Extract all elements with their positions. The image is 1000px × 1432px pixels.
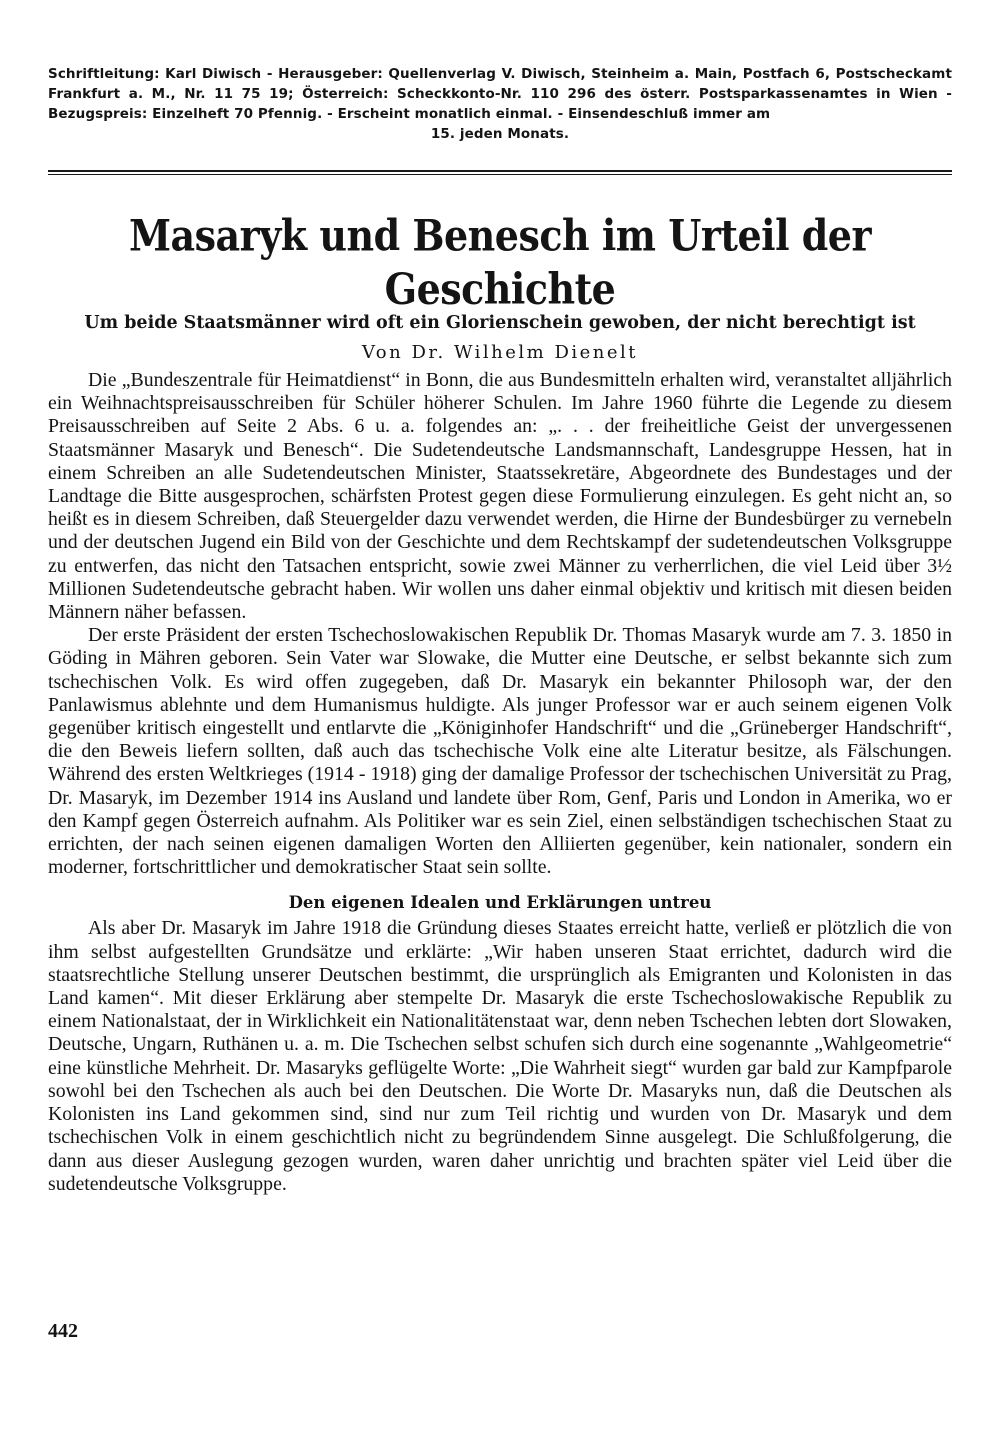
section-heading: Den eigenen Idealen und Erklärungen untreu — [288, 893, 712, 913]
header-divider — [48, 170, 952, 175]
paragraph: Die „Bundeszentrale für Heimatdienst“ in Bonn, die aus Bundesmitteln erhalten wird, veranstaltet alljährlich ein Weihnachtspreisausschreiben für Schüler höherer Schulen. Im Jahre 1960 führte die Legende zu diesem Preisausschreiben auf Seite 2 Abs. 6 u. a. folgendes an: „. . . der freiheitliche Geist der unvergessenen Staatsmänner Masaryk und Benesch“. Die Sudetendeutsche Landsmannschaft, Landesgruppe Hessen, hat in einem Schreiben an alle Sudetendeutschen Minister, Staatssekretäre, Abgeordnete des Bundestages und der Landtage die Bitte ausgesprochen, schärfsten Protest gegen diese Formulierung einzulegen. Es geht nicht an, so heißt es in diesem Schreiben, daß Steuergelder dazu verwendet werden, die Hirne der Bundesbürger zu vernebeln und der deutschen Jugend ein Bild von der Geschichte und dem Rechtskampf der sudetendeutschen Volksgruppe zu entwerfen, das nicht den Tatsachen entspricht, sowie zwei Männer zu verherrlichen, die viel Leid über 3½ Millionen Sudetendeutsche gebracht haben. Wir wollen uns daher einmal objektiv und kritisch mit diesen beiden Männern näher befassen. — [48, 369, 952, 624]
article-author: Von Dr. Wilhelm Dienelt — [361, 342, 639, 363]
page — [48, 64, 952, 1196]
article-body — [48, 369, 952, 1196]
page-number: 442 — [48, 1320, 78, 1342]
masthead-last-line: 15. jeden Monats. — [430, 126, 570, 142]
article-subtitle: Um beide Staatsmänner wird oft ein Glorienschein gewoben, der nicht berechtigt ist — [84, 313, 916, 333]
paragraph: Der erste Präsident der ersten Tschechoslowakischen Republik Dr. Thomas Masaryk wurde am 7. 3. 1850 in Göding in Mähren geboren. Sein Vater war Slowake, die Mutter eine Deutsche, er selbst bekannte sich zum tschechischen Volk. Es wird offen zugegeben, daß Dr. Masaryk ein bekannter Philosoph war, der den Panlawismus ablehnte und dem Humanismus huldigte. Als junger Professor war er auch seinem eigenen Volk gegenüber kritisch eingestellt und entlarvte die „Königinhofer Handschrift“ und die „Grüneberger Handschrift“, die den Beweis liefern sollten, daß auch das tschechische Volk eine alte Literatur besitze, als Fälschungen. Während des ersten Weltkrieges (1914 - 1918) ging der damalige Professor der tschechischen Universität zu Prag, Dr. Masaryk, im Dezember 1914 ins Ausland und landete über Rom, Genf, Paris und London in Amerika, wo er den Kampf gegen Österreich aufnahm. Als Politiker war es sein Ziel, einen selbständigen tschechischen Staat zu errichten, der nach seinen eigenen damaligen Worten den Alliierten gegenüber, kein nationaler, sondern ein moderner, fortschrittlicher und demokratischer Staat sein sollte. — [48, 624, 952, 879]
masthead-text: Schriftleitung: Karl Diwisch - Herausgeber: Quellenverlag V. Diwisch, Steinheim a. Main, Postfach 6, Postscheckamt Frankfurt a. M., Nr. 11 75 19; Österreich: Scheckkonto-Nr. 110 296 des österr. Postsparkassenamtes in Wien - Bezugspreis: Einzelheft 70 Pfennig. - Erscheint monatlich einmal. - Einsendeschluß immer am — [48, 66, 952, 122]
article-title: Masaryk und Benesch im Urteil der Geschichte — [128, 210, 872, 315]
paragraph: Als aber Dr. Masaryk im Jahre 1918 die Gründung dieses Staates erreicht hatte, verließ er plötzlich die von ihm selbst aufgestellten Grundsätze und erklärte: „Wir haben unseren Staat errichtet, dadurch wird die staatsrechtliche Stellung unserer Deutschen bestimmt, die ursprünglich als Emigranten und Kolonisten in das Land kamen“. Mit dieser Erklärung aber stempelte Dr. Masaryk die erste Tschechoslowakische Republik zu einem Nationalstaat, der in Wirklichkeit ein Nationalitätenstaat war, denn neben Tschechen lebten dort Slowaken, Deutsche, Ungarn, Ruthänen u. a. m. Die Tschechen selbst schufen sich durch eine sogenannte „Wahlgeometrie“ eine künstliche Mehrheit. Dr. Masaryks geflügelte Worte: „Die Wahrheit siegt“ wurden gar bald zur Kampfparole sowohl bei den Tschechen als auch bei den Deutschen. Die Worte Dr. Masaryks nun, daß die Deutschen als Kolonisten ins Land gekommen sind, sind nur zum Teil richtig und wurden von Dr. Masaryk und dem tschechischen Volk in einem geschichtlich nicht zu begründendem Sinne ausgelegt. Die Schlußfolgerung, die dann aus dieser Auslegung gezogen wurden, waren daher unrichtig und brachten später viel Leid über die sudetendeutsche Volksgruppe. — [48, 917, 952, 1195]
masthead — [48, 64, 952, 144]
